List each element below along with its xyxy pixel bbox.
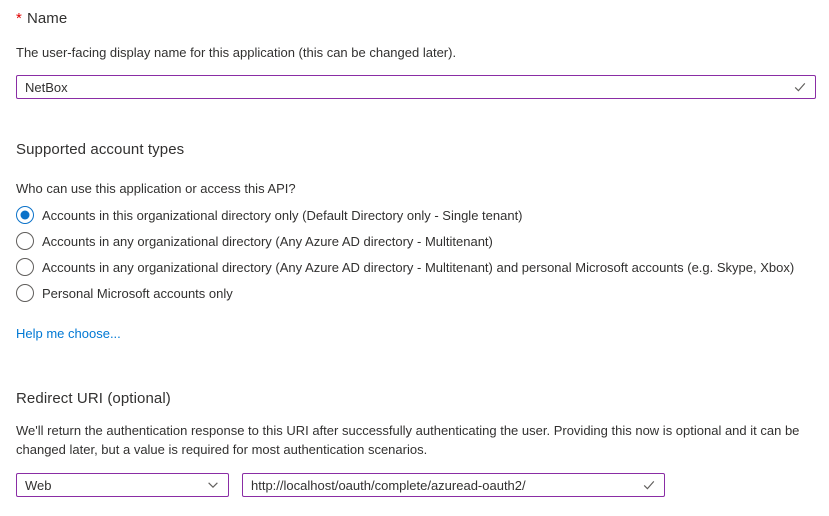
valid-checkmark-icon — [642, 478, 656, 492]
radio-button-icon[interactable] — [16, 232, 34, 250]
radio-button-icon[interactable] — [16, 284, 34, 302]
radio-button-icon[interactable] — [16, 206, 34, 224]
platform-select-dropdown[interactable] — [16, 473, 229, 497]
platform-selected-value: Web — [25, 477, 52, 493]
valid-checkmark-icon — [793, 80, 807, 94]
radio-option-label: Accounts in this organizational directory only (Default Directory only - Single tenant) — [42, 207, 523, 223]
account-types-question: Who can use this application or access this API? — [16, 181, 296, 196]
radio-option-label: Accounts in any organizational directory (Any Azure AD directory - Multitenant) and personal Microsoft accounts (e.g. Skype, Xbox) — [42, 259, 795, 275]
help-me-choose-link[interactable]: Help me choose... — [16, 326, 121, 341]
account-types-radio-group — [16, 202, 794, 306]
required-asterisk: * — [16, 10, 22, 27]
redirect-uri-field-container — [242, 473, 665, 497]
name-description: The user-facing display name for this application (this can be changed later). — [16, 45, 457, 60]
redirect-uri-input[interactable] — [243, 474, 664, 496]
radio-button-icon[interactable] — [16, 258, 34, 276]
app-name-field-container — [16, 75, 816, 99]
supported-account-types-title: Supported account types — [16, 141, 185, 158]
name-title-text: Name — [26, 10, 68, 27]
redirect-uri-title: Redirect URI (optional) — [16, 390, 171, 407]
radio-option-label: Personal Microsoft accounts only — [42, 285, 233, 301]
redirect-uri-description: We'll return the authentication response to this URI after successfully authenticating the user. Providing this now is optional and it can be changed later, but a value is required for most authentication scenarios. — [16, 423, 800, 457]
radio-option-personal-only[interactable] — [16, 280, 794, 306]
app-name-input[interactable] — [17, 76, 815, 98]
name-section-title — [16, 10, 67, 27]
chevron-down-icon — [206, 478, 220, 492]
radio-option-multitenant-personal[interactable] — [16, 254, 794, 280]
radio-option-multitenant[interactable] — [16, 228, 794, 254]
radio-option-single-tenant[interactable] — [16, 202, 794, 228]
radio-option-label: Accounts in any organizational directory (Any Azure AD directory - Multitenant) — [42, 233, 493, 249]
